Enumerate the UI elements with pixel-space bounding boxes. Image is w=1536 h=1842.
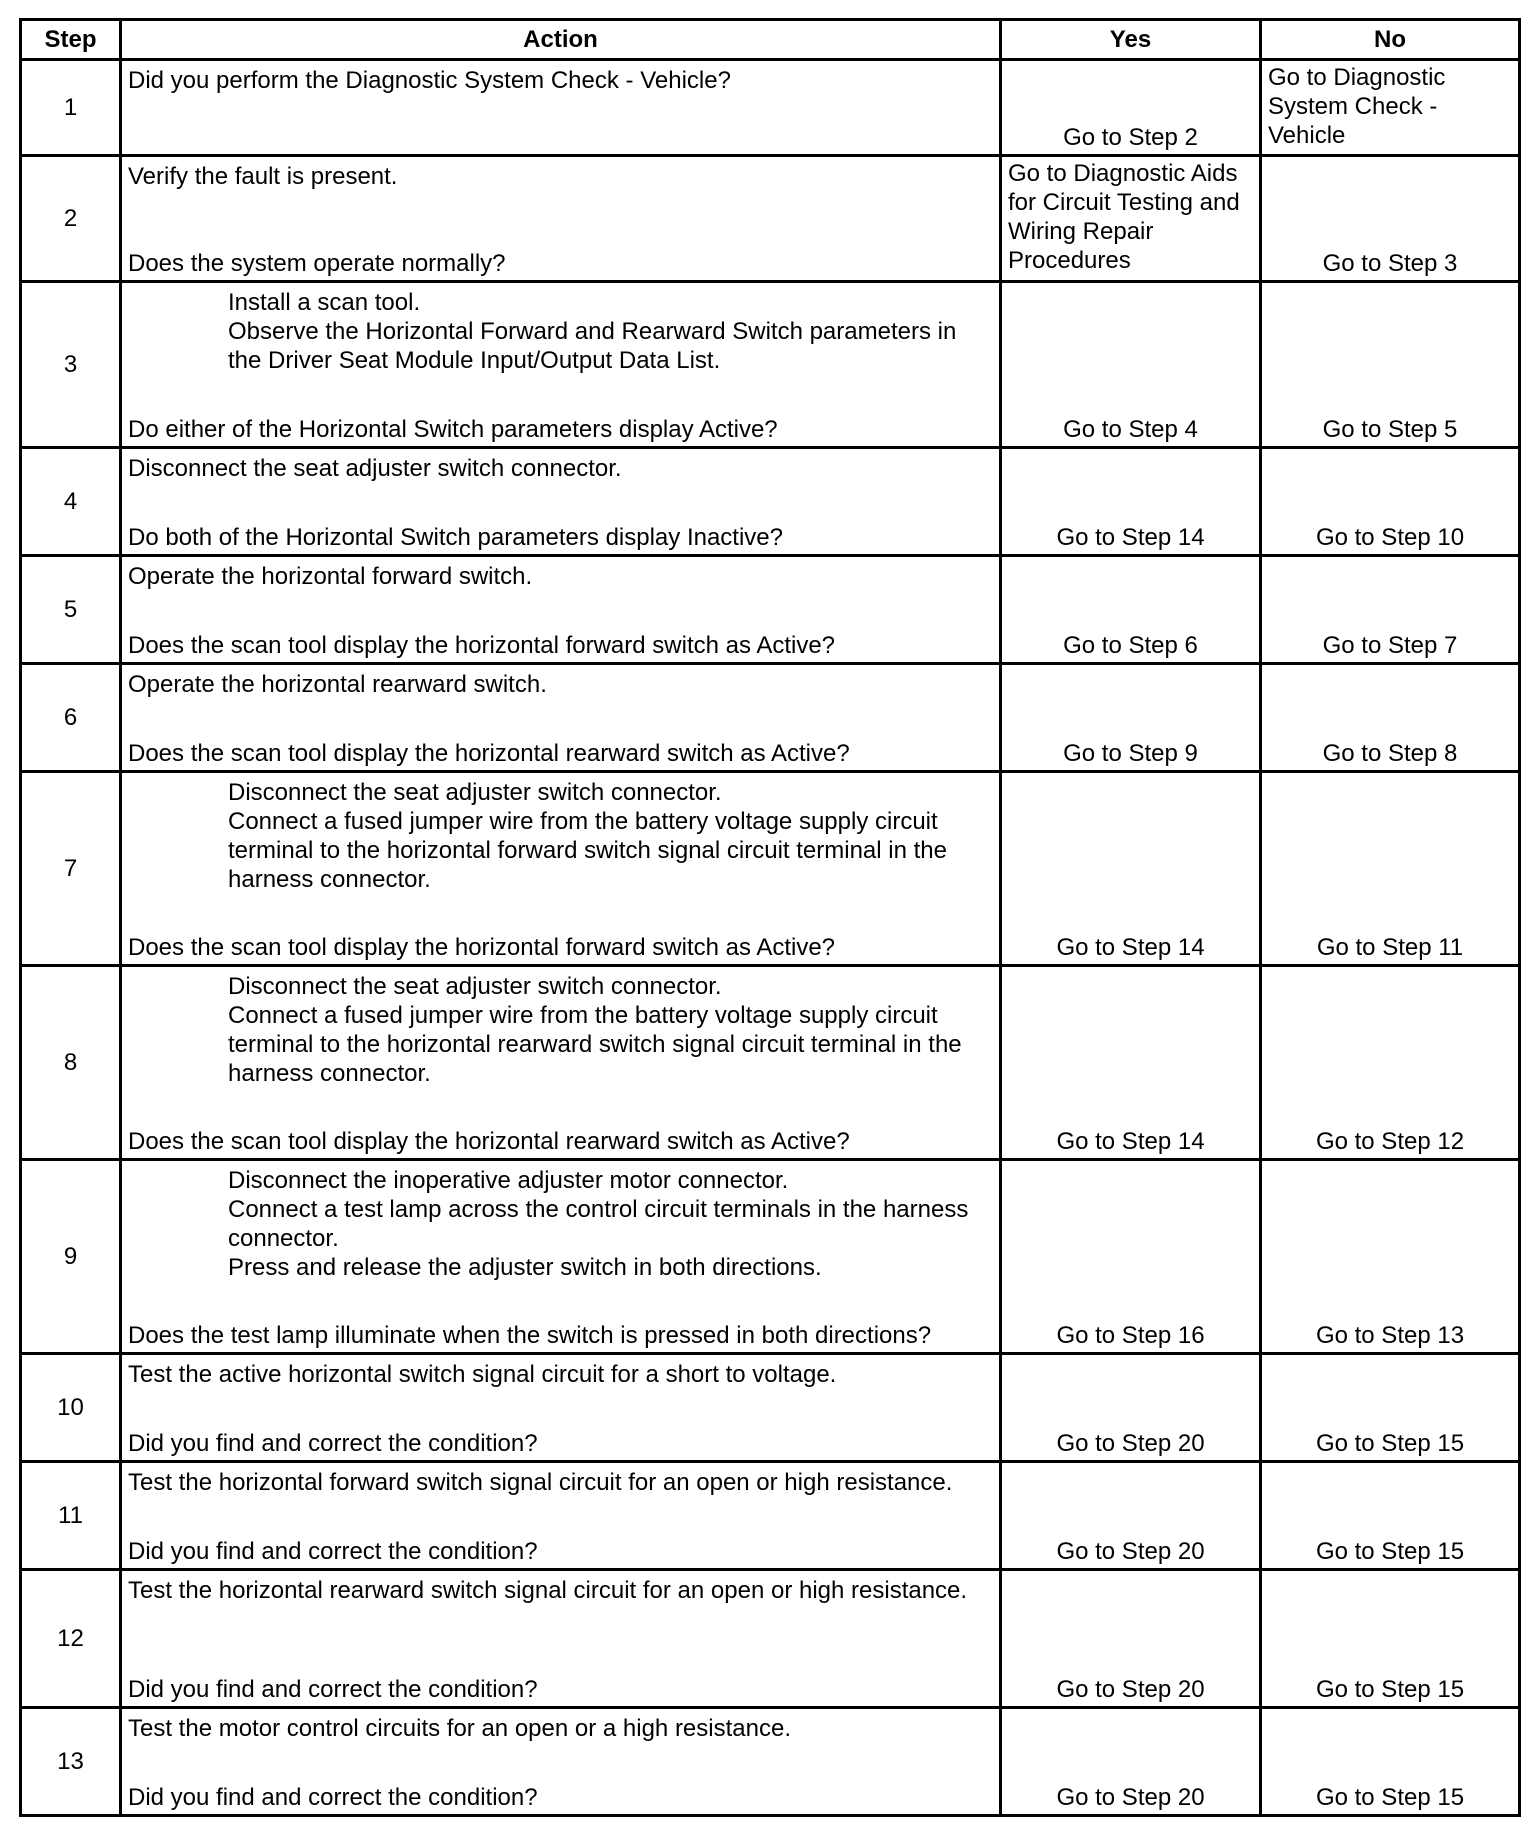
no-cell: Go to Step 3 [1261,156,1520,282]
table-row [21,1462,1520,1570]
yes-cell: Go to Step 9 [1001,664,1261,772]
step-cell: 6 [21,664,121,772]
instruction-line: Did you perform the Diagnostic System Check - Vehicle? [128,67,731,94]
step-cell: 8 [21,966,121,1160]
action-cell [121,282,1001,448]
instruction-line: Verify the fault is present. [128,163,398,190]
action-instructions [128,557,993,591]
step-cell: 1 [21,60,121,156]
header-no: No [1261,20,1520,60]
action-question: Did you find and correct the condition? [128,1784,538,1811]
step-cell: 12 [21,1570,121,1708]
instruction-line: Disconnect the inoperative adjuster motor connector. [228,1167,789,1194]
header-action: Action [121,20,1001,60]
action-instructions [128,1571,993,1605]
yes-cell: Go to Step 4 [1001,282,1261,448]
action-instructions [128,1709,993,1743]
table-row [21,966,1520,1160]
yes-cell: Go to Step 20 [1001,1354,1261,1462]
instruction-line: Disconnect the seat adjuster switch connector. [128,455,622,482]
action-cell [121,1462,1001,1570]
table-row [21,664,1520,772]
action-instructions [128,157,993,191]
instruction-line: Install a scan tool. [228,289,421,316]
action-question: Did you find and correct the condition? [128,1676,538,1703]
instruction-line: Test the active horizontal switch signal circuit for a short to voltage. [128,1361,837,1388]
action-question: Did you find and correct the condition? [128,1430,538,1457]
table-row [21,556,1520,664]
step-cell: 3 [21,282,121,448]
instruction-line: Observe the Horizontal Forward and Rearward Switch parameters in the Driver Seat Module Input/Output Data List. [228,318,957,374]
action-cell [121,1708,1001,1816]
instruction-line: Operate the horizontal rearward switch. [128,671,547,698]
yes-cell: Go to Step 14 [1001,772,1261,966]
yes-cell: Go to Diagnostic Aids for Circuit Testing and Wiring Repair Procedures [1001,156,1261,282]
action-question: Does the test lamp illuminate when the switch is pressed in both directions? [128,1322,932,1349]
action-question: Do either of the Horizontal Switch parameters display Active? [128,416,778,443]
no-cell: Go to Step 15 [1261,1462,1520,1570]
table-body [21,60,1520,1816]
action-cell [121,966,1001,1160]
no-cell: Go to Step 15 [1261,1708,1520,1816]
action-question: Do both of the Horizontal Switch parameters display Inactive? [128,524,783,551]
step-cell: 9 [21,1160,121,1354]
action-instructions [128,967,993,1088]
no-cell: Go to Step 7 [1261,556,1520,664]
diagnostic-table [19,18,1521,1817]
action-cell [121,1160,1001,1354]
action-question: Did you find and correct the condition? [128,1538,538,1565]
action-cell [121,1570,1001,1708]
instruction-line: Disconnect the seat adjuster switch connector. [228,973,722,1000]
no-cell: Go to Step 10 [1261,448,1520,556]
header-yes: Yes [1001,20,1261,60]
yes-cell: Go to Step 2 [1001,60,1261,156]
yes-cell: Go to Step 14 [1001,448,1261,556]
instruction-line: Test the horizontal forward switch signal circuit for an open or high resistance. [128,1469,953,1496]
step-cell: 4 [21,448,121,556]
header-step: Step [21,20,121,60]
action-question: Does the scan tool display the horizontal rearward switch as Active? [128,740,850,767]
header-row [21,20,1520,60]
action-instructions [128,1161,993,1282]
action-instructions [128,665,993,699]
yes-cell: Go to Step 16 [1001,1160,1261,1354]
action-instructions [128,1463,993,1497]
action-cell [121,772,1001,966]
no-cell: Go to Step 12 [1261,966,1520,1160]
no-cell: Go to Step 13 [1261,1160,1520,1354]
action-question: Does the scan tool display the horizontal forward switch as Active? [128,934,836,961]
no-cell: Go to Step 11 [1261,772,1520,966]
step-cell: 10 [21,1354,121,1462]
action-cell [121,556,1001,664]
action-cell [121,1354,1001,1462]
yes-cell: Go to Step 6 [1001,556,1261,664]
no-cell: Go to Step 15 [1261,1354,1520,1462]
instruction-line: Test the motor control circuits for an open or a high resistance. [128,1715,791,1742]
instruction-line: Test the horizontal rearward switch signal circuit for an open or high resistance. [128,1577,968,1604]
no-cell: Go to Step 5 [1261,282,1520,448]
table-row [21,772,1520,966]
yes-cell: Go to Step 14 [1001,966,1261,1160]
action-instructions [128,283,993,375]
action-instructions [128,1355,993,1389]
table-row [21,1708,1520,1816]
step-cell: 11 [21,1462,121,1570]
instruction-line: Operate the horizontal forward switch. [128,563,533,590]
table-row [21,1354,1520,1462]
table-row [21,448,1520,556]
no-cell: Go to Step 15 [1261,1570,1520,1708]
instruction-line: Disconnect the seat adjuster switch connector. [228,779,722,806]
no-cell: Go to Diagnostic System Check - Vehicle [1261,60,1520,156]
action-instructions [128,449,993,483]
table-row [21,156,1520,282]
table-row [21,1570,1520,1708]
table-row [21,60,1520,156]
action-question: Does the scan tool display the horizontal forward switch as Active? [128,632,836,659]
instruction-line: Connect a fused jumper wire from the battery voltage supply circuit terminal to the horizontal forward switch signal circuit terminal in the harness connector. [228,808,947,893]
yes-cell: Go to Step 20 [1001,1708,1261,1816]
action-cell [121,60,1001,156]
action-cell [121,448,1001,556]
instruction-line: Connect a test lamp across the control circuit terminals in the harness connector. [228,1196,969,1252]
instruction-line: Connect a fused jumper wire from the battery voltage supply circuit terminal to the horizontal rearward switch signal circuit terminal in the harness connector. [228,1002,962,1087]
table-row [21,282,1520,448]
yes-cell: Go to Step 20 [1001,1570,1261,1708]
table-row [21,1160,1520,1354]
action-question: Does the system operate normally? [128,250,506,277]
action-instructions [128,773,993,894]
action-question: Does the scan tool display the horizontal rearward switch as Active? [128,1128,850,1155]
action-cell [121,156,1001,282]
no-cell: Go to Step 8 [1261,664,1520,772]
action-instructions [128,61,993,95]
yes-cell: Go to Step 20 [1001,1462,1261,1570]
step-cell: 7 [21,772,121,966]
action-cell [121,664,1001,772]
step-cell: 13 [21,1708,121,1816]
instruction-line: Press and release the adjuster switch in both directions. [228,1254,822,1281]
step-cell: 2 [21,156,121,282]
step-cell: 5 [21,556,121,664]
